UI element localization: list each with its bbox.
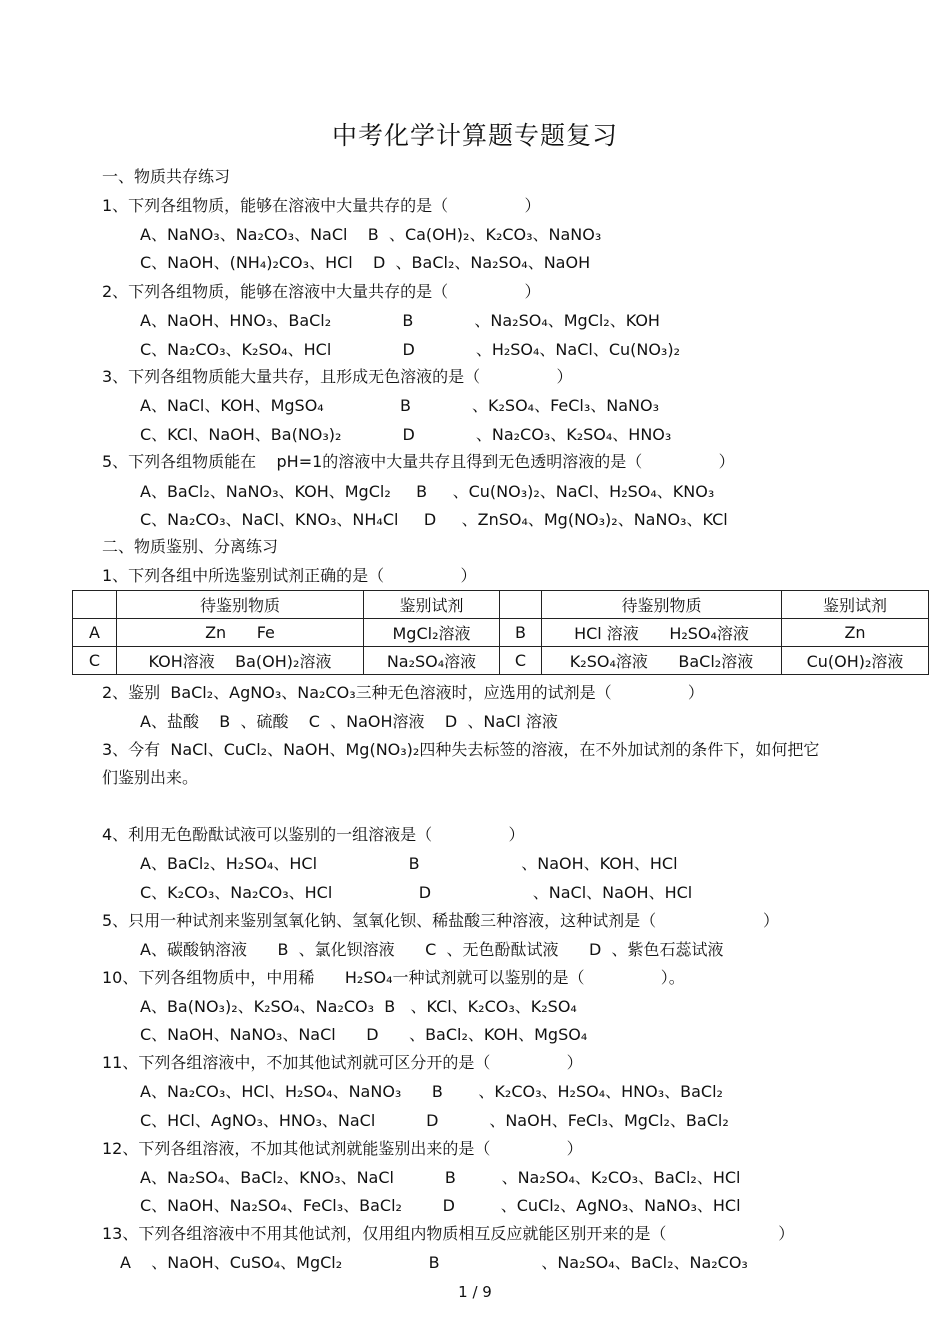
text-line: 13、下列各组溶液中不用其他试剂，仅用组内物质相互反应就能区别开来的是（ ） [102,1224,795,1243]
table-row [73,647,929,675]
text-line: A、BaCl₂、H₂SO₄、HCl B 、NaOH、KOH、HCl [140,854,678,873]
table-cell: A [73,619,117,647]
text-line: 二、物质鉴别、分离练习 [102,537,279,556]
text-line: A、Ba(NO₃)₂、K₂SO₄、Na₂CO₃ B 、KCl、K₂CO₃、K₂SO₄ [140,997,577,1016]
text-line: C、KCl、NaOH、Ba(NO₃)₂ D 、Na₂CO₃、K₂SO₄、HNO₃ [140,425,672,444]
text-line: C、Na₂CO₃、K₂SO₄、HCl D 、H₂SO₄、NaCl、Cu(NO₃)₂ [140,340,681,359]
table-cell: 待鉴别物质 [542,591,782,619]
text-line: 3、今有 NaCl、CuCl₂、NaOH、Mg(NO₃)₂四种失去标签的溶液，在不外加试剂的条件下，如何把它 [102,740,820,759]
table-row [73,619,929,647]
text-line: A、BaCl₂、NaNO₃、KOH、MgCl₂ B 、Cu(NO₃)₂、NaCl、H₂SO₄、KNO₃ [140,482,715,501]
text-line: C、NaOH、(NH₄)₂CO₃、HCl D 、BaCl₂、Na₂SO₄、NaOH [140,253,591,272]
text-line: A 、NaOH、CuSO₄、MgCl₂ B 、Na₂SO₄、BaCl₂、Na₂CO₃ [120,1253,748,1272]
text-line: 10、下列各组物质中，中用稀 H₂SO₄一种试剂就可以鉴别的是（ ）。 [102,968,685,987]
table-cell: B [500,619,542,647]
text-line: A、碳酸钠溶液 B 、氯化钡溶液 C 、无色酚酞试液 D 、紫色石蕊试液 [140,940,724,959]
table-cell: HCl 溶液 H₂SO₄溶液 [542,619,782,647]
table-header-row [73,591,929,619]
text-line: 5、只用一种试剂来鉴别氢氧化钠、氢氧化钡、稀盐酸三种溶液，这种试剂是（ ） [102,911,779,930]
text-line: A、NaOH、HNO₃、BaCl₂ B 、Na₂SO₄、MgCl₂、KOH [140,311,660,330]
table-cell: C [73,647,117,675]
identification-table [72,590,929,675]
table-cell [500,591,542,619]
text-line: A、Na₂SO₄、BaCl₂、KNO₃、NaCl B 、Na₂SO₄、K₂CO₃、BaCl₂、HCl [140,1168,741,1187]
table-cell: 鉴别试剂 [364,591,500,619]
table-cell: MgCl₂溶液 [364,619,500,647]
text-line: 一、物质共存练习 [102,167,231,186]
table-cell: Na₂SO₄溶液 [364,647,500,675]
table-cell: C [500,647,542,675]
text-line: 5、下列各组物质能在 pH=1的溶液中大量共存且得到无色透明溶液的是（ ） [102,452,735,471]
table-cell: K₂SO₄溶液 BaCl₂溶液 [542,647,782,675]
table-cell: Zn Fe [117,619,364,647]
table-cell: Cu(OH)₂溶液 [782,647,929,675]
text-line: A、NaCl、KOH、MgSO₄ B 、K₂SO₄、FeCl₃、NaNO₃ [140,396,660,415]
text-line: A、Na₂CO₃、HCl、H₂SO₄、NaNO₃ B 、K₂CO₃、H₂SO₄、HNO₃、BaCl₂ [140,1082,723,1101]
text-line: 3、下列各组物质能大量共存，且形成无色溶液的是（ ） [102,367,573,386]
text-line: C、NaOH、Na₂SO₄、FeCl₃、BaCl₂ D 、CuCl₂、AgNO₃、NaNO₃、HCl [140,1196,741,1215]
page-title: 中考化学计算题专题复习 [331,121,618,150]
table-cell: Zn [782,619,929,647]
text-line: C、Na₂CO₃、NaCl、KNO₃、NH₄Cl D 、ZnSO₄、Mg(NO₃)₂、NaNO₃、KCl [140,510,728,529]
text-line: A、NaNO₃、Na₂CO₃、NaCl B 、Ca(OH)₂、K₂CO₃、NaNO₃ [140,225,602,244]
table-cell: 待鉴别物质 [117,591,364,619]
text-line: 11、下列各组溶液中，不加其他试剂就可区分开的是（ ） [102,1053,583,1072]
table-cell: 鉴别试剂 [782,591,929,619]
text-line: C、NaOH、NaNO₃、NaCl D 、BaCl₂、KOH、MgSO₄ [140,1025,588,1044]
text-line: 2、鉴别 BaCl₂、AgNO₃、Na₂CO₃三种无色溶液时，应选用的试剂是（ ） [102,683,704,702]
page-number: 1 / 9 [458,1283,492,1301]
text-line: 1、下列各组中所选鉴别试剂正确的是（ ） [102,566,477,585]
text-line: A、盐酸 B 、硫酸 C 、NaOH溶液 D 、NaCl 溶液 [140,712,558,731]
table-cell [73,591,117,619]
table-cell: KOH溶液 Ba(OH)₂溶液 [117,647,364,675]
text-line: C、K₂CO₃、Na₂CO₃、HCl D 、NaCl、NaOH、HCl [140,883,693,902]
text-line: 12、下列各组溶液，不加其他试剂就能鉴别出来的是（ ） [102,1139,583,1158]
text-line: 1、下列各组物质，能够在溶液中大量共存的是（ ） [102,196,541,215]
text-line: 2、下列各组物质，能够在溶液中大量共存的是（ ） [102,282,541,301]
text-line: 们鉴别出来。 [102,768,199,787]
text-line: C、HCl、AgNO₃、HNO₃、NaCl D 、NaOH、FeCl₃、MgCl₂、BaCl₂ [140,1111,729,1130]
text-line: 4、利用无色酚酞试液可以鉴别的一组溶液是（ ） [102,825,525,844]
